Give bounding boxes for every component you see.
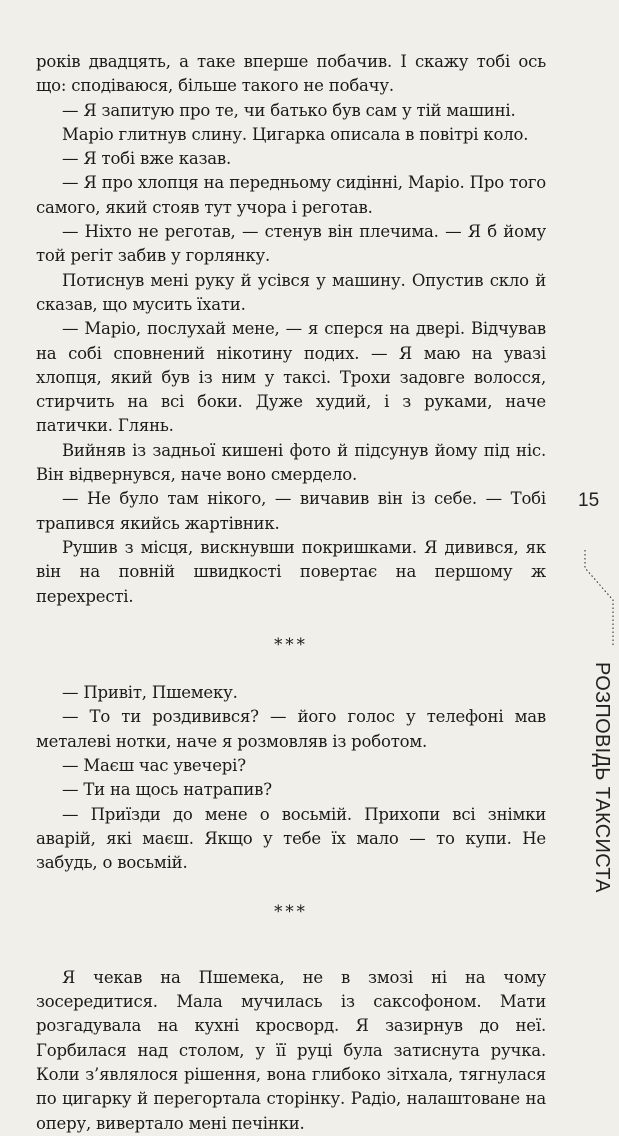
- paragraph: — Маріо, послухай мене, — я сперся на двері. Відчував на собі сповнений нікотину подих. — Я маю на увазі хлопця, який був із ним у таксі. Трохи задовге волосся, стирчить на всі боки. Дуже худий, і з руками, наче патички. Глянь.: [36, 319, 546, 436]
- paragraph: — Ніхто не реготав, — стенув він плечима. — Я б йому той регіт забив у горлянку.: [36, 222, 546, 266]
- paragraph: Я чекав на Пшемека, не в змозі ні на чому зосередитися. Мала мучилась із саксофоном. Мати розгадувала на кухні кросворд. Я зазирнув до неї. Горбилася над столом, у її руці була затиснута ручка. Коли з’являлося рішення, вона глибоко зітхала, тягнулася по цигарку й перегортала сторінку. Радіо, налаштоване на оперу, вивертало мені печінки.: [36, 967, 546, 1133]
- running-title: РОЗПОВІДЬ ТАКСИСТА: [591, 662, 613, 893]
- paragraph: Рушив з місця, вискнувши покришками. Я дивився, як він на повній швидкості повертає на першому ж перехресті.: [36, 537, 546, 606]
- section-separator: ***: [274, 634, 308, 654]
- paragraph: — Я про хлопця на передньому сидінні, Маріо. Про того самого, який стояв тут учора і реготав.: [36, 173, 546, 217]
- section-separator: ***: [274, 901, 308, 921]
- paragraph: — Привіт, Пшемеку.: [62, 683, 238, 703]
- paragraph: — Я запитую про те, чи батько був сам у тій машині.: [62, 100, 516, 120]
- paragraph: Маріо глитнув слину. Цигарка описала в повітрі коло.: [62, 124, 529, 144]
- paragraph: — То ти роздивився? — його голос у телефоні мав металеві нотки, наче я розмовляв із роботом.: [36, 707, 546, 751]
- paragraph: — Ти на щось натрапив?: [62, 780, 272, 800]
- paragraph: років двадцять, а таке вперше побачив. І скажу тобі ось що: сподіваюся, більше такого не побачу.: [36, 52, 546, 96]
- paragraph: — Не було там нікого, — вичавив він із себе. — Тобі трапився якийсь жартівник.: [36, 489, 546, 533]
- body-text: [36, 50, 546, 1136]
- paragraph: — Маєш час увечері?: [62, 756, 246, 776]
- paragraph: — Я тобі вже казав.: [62, 149, 232, 169]
- page-number: 15: [578, 490, 600, 511]
- paragraph: Вийняв із задньої кишені фото й підсунув йому під ніс. Він відвернувся, наче воно смердело.: [36, 440, 546, 485]
- paragraph: Потиснув мені руку й усівся у машину. Опустив скло й сказав, що мусить їхати.: [36, 270, 546, 314]
- paragraph: — Приїзди до мене о восьмій. Прихопи всі знімки аварій, які маєш. Якщо у тебе їх мало — то купи. Не забудь, о восьмій.: [36, 804, 546, 873]
- margin-dotted-line: [583, 548, 619, 648]
